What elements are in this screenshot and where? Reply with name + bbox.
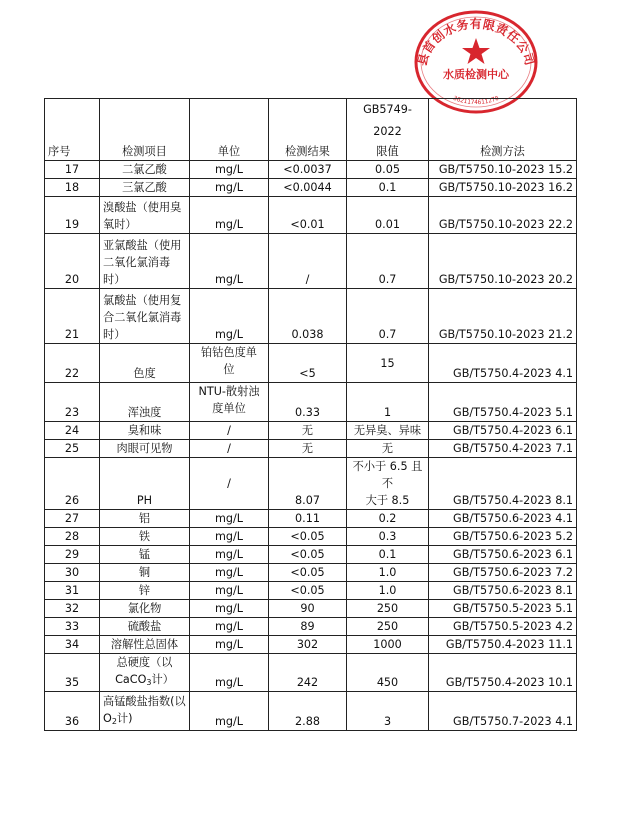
cell-no: 28 bbox=[45, 528, 100, 546]
cell-result: / bbox=[269, 234, 347, 289]
cell-method: GB/T5750.4-2023 6.1 bbox=[429, 422, 577, 440]
table-row bbox=[45, 546, 577, 564]
cell-no: 24 bbox=[45, 422, 100, 440]
cell-method: GB/T5750.10-2023 21.2 bbox=[429, 289, 577, 344]
cell-unit: mg/L bbox=[190, 510, 269, 528]
formula-subscript: 2 bbox=[111, 717, 117, 726]
cell-result: <0.05 bbox=[269, 564, 347, 582]
table-body bbox=[45, 161, 577, 731]
header-unit: 单位 bbox=[190, 99, 269, 161]
cell-result: <5 bbox=[269, 344, 347, 383]
cell-unit: mg/L bbox=[190, 546, 269, 564]
cell-result: 242 bbox=[269, 654, 347, 692]
cell-unit: mg/L bbox=[190, 161, 269, 179]
cell-unit: mg/L bbox=[190, 582, 269, 600]
header-limit-label: 限值 bbox=[376, 145, 399, 158]
cell-method: GB/T5750.6-2023 7.2 bbox=[429, 564, 577, 582]
cell-item: 氯化物 bbox=[100, 600, 190, 618]
cell-result: 0.038 bbox=[269, 289, 347, 344]
cell-limit: 15 bbox=[347, 344, 429, 383]
table-row bbox=[45, 528, 577, 546]
cell-item: 肉眼可见物 bbox=[100, 440, 190, 458]
table-row bbox=[45, 636, 577, 654]
table-row bbox=[45, 440, 577, 458]
cell-result: <0.05 bbox=[269, 546, 347, 564]
header-method: 检测方法 bbox=[429, 99, 577, 161]
cell-no: 33 bbox=[45, 618, 100, 636]
formula-base: O bbox=[103, 712, 112, 725]
header-item: 检测项目 bbox=[100, 99, 190, 161]
cell-limit: 0.7 bbox=[347, 234, 429, 289]
cell-no: 26 bbox=[45, 458, 100, 510]
cell-result: <0.05 bbox=[269, 582, 347, 600]
cell-limit: 不小于 6.5 且不 大于 8.5 bbox=[347, 458, 429, 510]
cell-unit: / bbox=[190, 422, 269, 440]
cell-method: GB/T5750.4-2023 8.1 bbox=[429, 458, 577, 510]
cell-item: 锰 bbox=[100, 546, 190, 564]
svg-text:县首创水务有限责任公司: 县首创水务有限责任公司 bbox=[415, 16, 537, 68]
cell-item: 氯酸盐（使用复 合二氧化氯消毒 时） bbox=[100, 289, 190, 344]
cell-unit: mg/L bbox=[190, 654, 269, 692]
svg-text:水质检测中心: 水质检测中心 bbox=[443, 68, 509, 81]
svg-text:3621174611270: 3621174611270 bbox=[452, 94, 500, 107]
cell-item-line2 bbox=[103, 671, 186, 691]
table-row bbox=[45, 383, 577, 422]
cell-method: GB/T5750.6-2023 4.1 bbox=[429, 510, 577, 528]
cell-item-line1: 高锰酸盐指数(以 bbox=[103, 695, 186, 708]
cell-result: 0.11 bbox=[269, 510, 347, 528]
cell-unit: 铂钴色度单 位 bbox=[190, 344, 269, 383]
table-row bbox=[45, 564, 577, 582]
cell-no: 25 bbox=[45, 440, 100, 458]
cell-limit: 1.0 bbox=[347, 582, 429, 600]
cell-no: 34 bbox=[45, 636, 100, 654]
cell-no: 20 bbox=[45, 234, 100, 289]
cell-unit: / bbox=[190, 440, 269, 458]
table-row bbox=[45, 692, 577, 731]
cell-no: 32 bbox=[45, 600, 100, 618]
cell-result: 无 bbox=[269, 440, 347, 458]
header-no: 序号 bbox=[45, 99, 100, 161]
table-row bbox=[45, 289, 577, 344]
cell-limit: 无异臭、异味 bbox=[347, 422, 429, 440]
cell-limit: 0.1 bbox=[347, 546, 429, 564]
cell-method: GB/T5750.5-2023 5.1 bbox=[429, 600, 577, 618]
cell-method: GB/T5750.7-2023 4.1 bbox=[429, 692, 577, 731]
cell-result: 90 bbox=[269, 600, 347, 618]
cell-item: 色度 bbox=[100, 344, 190, 383]
table-row bbox=[45, 422, 577, 440]
formula-suffix: 计） bbox=[151, 673, 174, 686]
cell-limit: 0.1 bbox=[347, 179, 429, 197]
cell-method: GB/T5750.10-2023 16.2 bbox=[429, 179, 577, 197]
cell-no: 29 bbox=[45, 546, 100, 564]
cell-result: 8.07 bbox=[269, 458, 347, 510]
cell-item: 铝 bbox=[100, 510, 190, 528]
cell-unit: mg/L bbox=[190, 600, 269, 618]
cell-unit: mg/L bbox=[190, 692, 269, 731]
header-limit-standard: GB5749-2022 bbox=[363, 103, 412, 138]
cell-method: GB/T5750.4-2023 11.1 bbox=[429, 636, 577, 654]
cell-result: <0.05 bbox=[269, 528, 347, 546]
cell-result: <0.01 bbox=[269, 197, 347, 234]
cell-unit: mg/L bbox=[190, 197, 269, 234]
cell-limit: 1 bbox=[347, 383, 429, 422]
cell-limit: 450 bbox=[347, 654, 429, 692]
table-row bbox=[45, 654, 577, 692]
formula-base: CaCO bbox=[115, 673, 147, 686]
cell-unit: NTU-散射浊 度单位 bbox=[190, 383, 269, 422]
cell-limit: 0.05 bbox=[347, 161, 429, 179]
cell-item: 溴酸盐（使用臭 氧时） bbox=[100, 197, 190, 234]
cell-method: GB/T5750.10-2023 20.2 bbox=[429, 234, 577, 289]
formula-suffix: 计) bbox=[116, 712, 133, 725]
cell-result: <0.0044 bbox=[269, 179, 347, 197]
header-result: 检测结果 bbox=[269, 99, 347, 161]
cell-method: GB/T5750.5-2023 4.2 bbox=[429, 618, 577, 636]
cell-item: PH bbox=[100, 458, 190, 510]
cell-unit: mg/L bbox=[190, 564, 269, 582]
cell-item: 亚氯酸盐（使用 二氧化氯消毒 时） bbox=[100, 234, 190, 289]
cell-no: 17 bbox=[45, 161, 100, 179]
cell-method: GB/T5750.4-2023 10.1 bbox=[429, 654, 577, 692]
cell-no: 35 bbox=[45, 654, 100, 692]
cell-result: 无 bbox=[269, 422, 347, 440]
cell-method: GB/T5750.6-2023 6.1 bbox=[429, 546, 577, 564]
cell-limit: 0.3 bbox=[347, 528, 429, 546]
cell-unit: mg/L bbox=[190, 618, 269, 636]
cell-limit: 0.2 bbox=[347, 510, 429, 528]
cell-item bbox=[100, 692, 190, 731]
test-results-table bbox=[44, 98, 577, 731]
table-row bbox=[45, 600, 577, 618]
table-row bbox=[45, 234, 577, 289]
cell-unit: / bbox=[190, 458, 269, 510]
cell-method: GB/T5750.6-2023 8.1 bbox=[429, 582, 577, 600]
table-row bbox=[45, 344, 577, 383]
cell-method: GB/T5750.4-2023 7.1 bbox=[429, 440, 577, 458]
cell-method: GB/T5750.4-2023 4.1 bbox=[429, 344, 577, 383]
table-row bbox=[45, 458, 577, 510]
cell-limit: 0.7 bbox=[347, 289, 429, 344]
cell-no: 36 bbox=[45, 692, 100, 731]
formula-subscript: 3 bbox=[146, 678, 152, 687]
cell-item-line1: 总硬度（以 bbox=[116, 656, 173, 669]
cell-result: 302 bbox=[269, 636, 347, 654]
cell-item-line2 bbox=[103, 710, 186, 730]
cell-item: 臭和味 bbox=[100, 422, 190, 440]
cell-limit: 1000 bbox=[347, 636, 429, 654]
cell-method: GB/T5750.10-2023 15.2 bbox=[429, 161, 577, 179]
table-row bbox=[45, 179, 577, 197]
cell-item: 硫酸盐 bbox=[100, 618, 190, 636]
cell-method: GB/T5750.4-2023 5.1 bbox=[429, 383, 577, 422]
cell-result: 0.33 bbox=[269, 383, 347, 422]
cell-no: 30 bbox=[45, 564, 100, 582]
cell-result: <0.0037 bbox=[269, 161, 347, 179]
cell-method: GB/T5750.10-2023 22.2 bbox=[429, 197, 577, 234]
cell-no: 23 bbox=[45, 383, 100, 422]
cell-item: 浑浊度 bbox=[100, 383, 190, 422]
cell-item bbox=[100, 654, 190, 692]
cell-unit: mg/L bbox=[190, 289, 269, 344]
cell-limit: 250 bbox=[347, 600, 429, 618]
table-row bbox=[45, 618, 577, 636]
cell-no: 21 bbox=[45, 289, 100, 344]
cell-limit: 1.0 bbox=[347, 564, 429, 582]
table-row bbox=[45, 161, 577, 179]
cell-no: 22 bbox=[45, 344, 100, 383]
cell-limit: 3 bbox=[347, 692, 429, 731]
cell-limit: 无 bbox=[347, 440, 429, 458]
cell-unit: mg/L bbox=[190, 636, 269, 654]
cell-unit: mg/L bbox=[190, 179, 269, 197]
cell-limit: 250 bbox=[347, 618, 429, 636]
cell-limit: 0.01 bbox=[347, 197, 429, 234]
cell-item: 锌 bbox=[100, 582, 190, 600]
table-row bbox=[45, 582, 577, 600]
header-limit bbox=[347, 99, 429, 161]
cell-result: 2.88 bbox=[269, 692, 347, 731]
cell-no: 18 bbox=[45, 179, 100, 197]
cell-no: 27 bbox=[45, 510, 100, 528]
cell-item: 铜 bbox=[100, 564, 190, 582]
cell-no: 31 bbox=[45, 582, 100, 600]
cell-method: GB/T5750.6-2023 5.2 bbox=[429, 528, 577, 546]
cell-no: 19 bbox=[45, 197, 100, 234]
table-header-row bbox=[45, 99, 577, 161]
cell-item: 三氯乙酸 bbox=[100, 179, 190, 197]
cell-result: 89 bbox=[269, 618, 347, 636]
cell-item: 铁 bbox=[100, 528, 190, 546]
cell-unit: mg/L bbox=[190, 234, 269, 289]
table-row bbox=[45, 510, 577, 528]
table-row bbox=[45, 197, 577, 234]
cell-item: 溶解性总固体 bbox=[100, 636, 190, 654]
cell-unit: mg/L bbox=[190, 528, 269, 546]
cell-item: 二氯乙酸 bbox=[100, 161, 190, 179]
